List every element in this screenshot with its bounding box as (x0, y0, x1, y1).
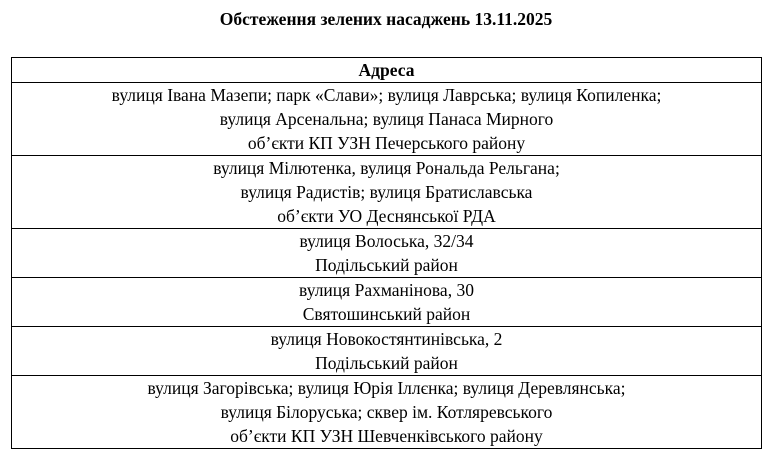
address-line: Подільський район (315, 255, 458, 275)
address-cell (12, 376, 762, 449)
address-line: вулиця Арсенальна; вулиця Панаса Мирного (219, 109, 554, 129)
address-cell (12, 83, 762, 156)
table-header-row (12, 58, 762, 83)
table-row (12, 229, 762, 278)
table-row (12, 376, 762, 449)
address-table (11, 57, 762, 449)
address-line: вулиця Новокостянтинівська, 2 (270, 329, 503, 349)
address-line: Подільський район (315, 353, 458, 373)
table-row (12, 278, 762, 327)
address-line: вулиця Загорівська; вулиця Юрія Іллєнка; вулиця Деревлянська; (147, 378, 626, 398)
address-line: вулиця Білоруська; сквер ім. Котляревського (220, 402, 553, 422)
document-title: Обстеження зелених насаджень 13.11.2025 (219, 9, 553, 29)
table-row (12, 83, 762, 156)
address-cell (12, 156, 762, 229)
address-line: вулиця Івана Мазепи; парк «Слави»; вулиця Лаврська; вулиця Копиленка; (111, 85, 662, 105)
table-row (12, 327, 762, 376)
column-header-address: Адреса (12, 58, 762, 83)
address-line: об’єкти КП УЗН Шевченківського району (230, 426, 543, 446)
address-line: вулиця Мілютенка, вулиця Рональда Рельгана; (213, 158, 560, 178)
table-row (12, 156, 762, 229)
address-line: об’єкти КП УЗН Печерського району (247, 133, 526, 153)
address-line: Святошинський район (302, 304, 471, 324)
address-line: вулиця Волоська, 32/34 (299, 231, 474, 251)
address-cell (12, 229, 762, 278)
address-cell (12, 278, 762, 327)
address-line: об’єкти УО Деснянської РДА (277, 206, 496, 226)
address-line: вулиця Радистів; вулиця Братиславська (240, 182, 533, 202)
address-cell (12, 327, 762, 376)
address-line: вулиця Рахманінова, 30 (299, 280, 474, 300)
